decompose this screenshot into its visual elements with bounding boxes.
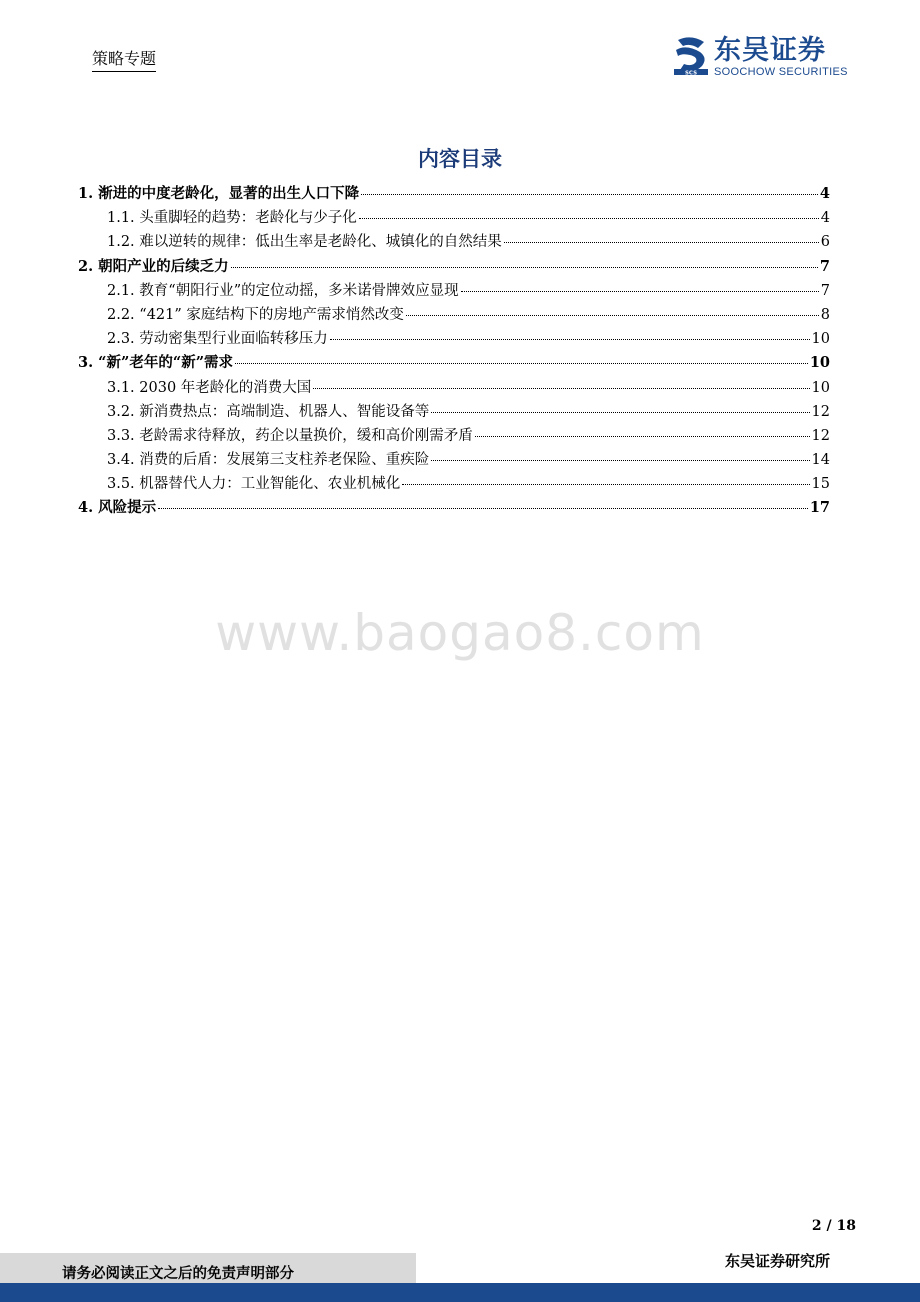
watermark: www.baogao8.com (215, 604, 705, 662)
logo-chinese-name: 东吴证券 (714, 35, 826, 66)
svg-text:SCS: SCS (684, 70, 698, 76)
toc-entry-label: 4. 风险提示 (78, 499, 157, 517)
toc-leader-dots (431, 460, 809, 461)
disclaimer-notice: 请务必阅读正文之后的免责声明部分 (62, 1265, 294, 1282)
toc-leader-dots (313, 388, 809, 389)
logo-english-name: SOOCHOW SECURITIES (714, 66, 848, 78)
toc-entry[interactable] (78, 230, 830, 254)
toc-entry[interactable] (78, 424, 830, 448)
toc-entry-page: 12 (811, 403, 830, 420)
soochow-logo-icon (672, 36, 710, 76)
toc-leader-dots (402, 484, 809, 485)
toc-entry[interactable] (78, 327, 830, 351)
toc-entry-label: 1.2. 难以逆转的规律：低出生率是老龄化、城镇化的自然结果 (107, 234, 502, 251)
toc-leader-dots (406, 315, 819, 316)
toc-entry[interactable] (78, 303, 830, 327)
toc-entry-page: 7 (820, 282, 830, 299)
toc-entry[interactable] (78, 182, 830, 206)
toc-entry[interactable] (78, 279, 830, 303)
toc-entry-page: 10 (811, 379, 830, 396)
footer-org-name: 东吴证券研究所 (724, 1252, 830, 1270)
toc-entry-page: 4 (820, 210, 830, 227)
toc-entry[interactable] (78, 376, 830, 400)
table-of-contents (78, 182, 830, 521)
toc-entry-label: 3.4. 消费的后盾：发展第三支柱养老保险、重疾险 (107, 452, 430, 469)
toc-entry[interactable] (78, 255, 830, 279)
toc-entry-page: 6 (820, 234, 830, 251)
toc-title: 内容目录 (418, 146, 502, 171)
toc-entry-label: 2.1. 教育“朝阳行业”的定位动摇，多米诺骨牌效应显现 (107, 282, 459, 299)
section-tag: 策略专题 (92, 48, 156, 72)
toc-leader-dots (158, 508, 808, 509)
toc-entry-page: 14 (811, 452, 830, 469)
toc-entry-label: 3. “新”老年的“新”需求 (78, 354, 234, 372)
toc-entry-page: 7 (819, 257, 830, 275)
toc-leader-dots (330, 339, 810, 340)
toc-entry[interactable] (78, 496, 830, 520)
page-number: 2 / 18 (811, 1218, 856, 1234)
toc-entry[interactable] (78, 400, 830, 424)
toc-entry-label: 3.3. 老龄需求待释放，药企以量换价，缓和高价刚需矛盾 (107, 427, 473, 444)
toc-entry-page: 12 (811, 427, 830, 444)
toc-entry-page: 15 (811, 476, 830, 493)
toc-entry-page: 8 (820, 306, 830, 323)
toc-entry[interactable] (78, 448, 830, 472)
toc-entry[interactable] (78, 472, 830, 496)
toc-entry-page: 4 (819, 185, 830, 202)
toc-entry-label: 2.2. “421” 家庭结构下的房地产需求悄然改变 (107, 306, 404, 323)
toc-leader-dots (361, 194, 818, 195)
toc-entry-label: 2.3. 劳动密集型行业面临转移压力 (107, 331, 328, 348)
toc-leader-dots (475, 436, 810, 437)
toc-entry[interactable] (78, 206, 830, 230)
toc-entry-page: 17 (809, 499, 830, 517)
toc-entry[interactable] (78, 351, 830, 375)
toc-entry-page: 10 (811, 331, 830, 348)
toc-entry-page: 10 (809, 354, 830, 372)
toc-entry-label: 1. 渐进的中度老龄化，显著的出生人口下降 (78, 185, 360, 202)
toc-leader-dots (431, 412, 809, 413)
toc-leader-dots (461, 291, 819, 292)
toc-leader-dots (359, 218, 819, 219)
toc-leader-dots (231, 267, 818, 268)
toc-entry-label: 3.5. 机器替代人力：工业智能化、农业机械化 (107, 476, 401, 493)
toc-entry-label: 1.1. 头重脚轻的趋势：老龄化与少子化 (107, 210, 357, 227)
toc-leader-dots (504, 242, 819, 243)
toc-entry-label: 3.2. 新消费热点：高端制造、机器人、智能设备等 (107, 403, 430, 420)
footer-bar (0, 1283, 920, 1302)
toc-entry-label: 3.1. 2030 年老龄化的消费大国 (107, 379, 312, 396)
toc-entry-label: 2. 朝阳产业的后续乏力 (78, 257, 229, 275)
company-logo (672, 36, 862, 80)
toc-leader-dots (235, 363, 808, 364)
